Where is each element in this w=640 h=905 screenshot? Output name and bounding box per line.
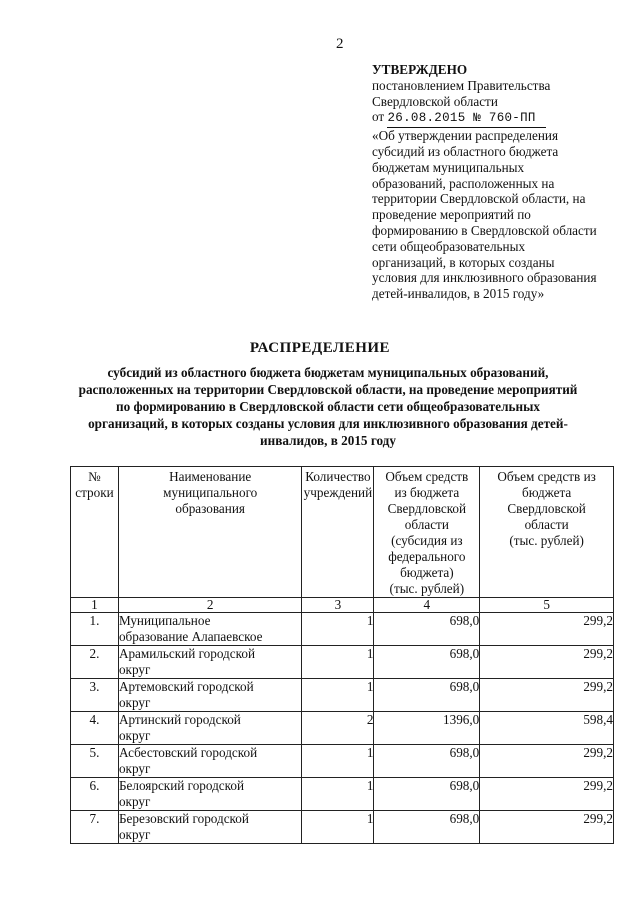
- federal-amount-cell: 698,0: [374, 679, 480, 712]
- federal-amount-cell: 698,0: [374, 613, 480, 646]
- approval-quote-line: субсидий из областного бюджета: [372, 143, 559, 159]
- table-row: [71, 745, 614, 778]
- institutions-count-cell: 1: [302, 745, 374, 778]
- row-number-cell: 7.: [71, 811, 119, 844]
- row-number-cell: 1.: [71, 613, 119, 646]
- municipality-cell: Асбестовский городской округ: [118, 745, 302, 778]
- table-row: [71, 712, 614, 745]
- approval-quote-line: проведение мероприятий по: [372, 207, 531, 223]
- header-federal-amount: [374, 467, 480, 598]
- subtitle-line: инвалидов, в 2015 году: [260, 433, 396, 448]
- municipality-cell: Арамильский городской округ: [118, 646, 302, 679]
- header-text: (тыс. рублей): [389, 581, 465, 596]
- header-text: Свердловской: [387, 501, 467, 516]
- table-row: [71, 613, 614, 646]
- header-text: области: [524, 517, 569, 532]
- subtitle-line: организаций, в которых созданы условия для инклюзивного образования детей-: [88, 416, 568, 431]
- column-number: 3: [302, 598, 374, 613]
- federal-amount-cell: 698,0: [374, 811, 480, 844]
- regional-amount-cell: 299,2: [480, 745, 614, 778]
- table-header-row: [71, 467, 614, 598]
- header-text: (субсидия из: [391, 533, 463, 548]
- regional-amount-cell: 598,4: [480, 712, 614, 745]
- approval-quote-line: формированию в Свердловской области: [372, 222, 597, 238]
- approval-block: [372, 62, 634, 302]
- federal-amount-cell: 1396,0: [374, 712, 480, 745]
- row-number-cell: 4.: [71, 712, 119, 745]
- column-number: 2: [118, 598, 302, 613]
- table-row: [71, 778, 614, 811]
- municipality-cell: Артинский городской округ: [118, 712, 302, 745]
- table-row: [71, 811, 614, 844]
- federal-amount-cell: 698,0: [374, 778, 480, 811]
- institutions-count-cell: 1: [302, 778, 374, 811]
- approval-line: постановлением Правительства: [372, 77, 551, 93]
- federal-amount-cell: 698,0: [374, 745, 480, 778]
- table-row: [71, 646, 614, 679]
- header-text: бюджета): [400, 565, 454, 580]
- header-text: Наименование: [169, 469, 252, 484]
- header-text: из бюджета: [394, 485, 460, 500]
- approval-quote-line: условия для инклюзивного образования: [372, 270, 597, 286]
- column-number-row: [71, 598, 614, 613]
- header-text: образования: [175, 501, 245, 516]
- approval-date-line: [372, 109, 634, 128]
- header-text: муниципального: [163, 485, 258, 500]
- header-text: Объем средств: [385, 469, 469, 484]
- federal-amount-cell: 698,0: [374, 646, 480, 679]
- page-number: 2: [336, 36, 344, 52]
- distribution-table: [70, 466, 614, 844]
- institutions-count-cell: 1: [302, 613, 374, 646]
- regional-amount-cell: 299,2: [480, 778, 614, 811]
- municipality-cell: Муниципальное образование Алапаевское: [118, 613, 302, 646]
- header-text: Количество: [305, 469, 371, 484]
- document-title: РАСПРЕДЕЛЕНИЕ: [249, 340, 391, 356]
- approval-quote-line: образований, расположенных на: [372, 175, 555, 191]
- approval-heading: УТВЕРЖДЕНО: [372, 62, 468, 77]
- institutions-count-cell: 1: [302, 811, 374, 844]
- subtitle-line: расположенных на территории Свердловской области, на проведение мероприятий: [78, 382, 578, 397]
- header-text: Свердловской: [507, 501, 586, 516]
- row-number-cell: 3.: [71, 679, 119, 712]
- regional-amount-cell: 299,2: [480, 613, 614, 646]
- regional-amount-cell: 299,2: [480, 646, 614, 679]
- document-subtitle: [78, 364, 578, 449]
- header-regional-amount: [480, 467, 614, 598]
- header-municipality: [118, 467, 302, 598]
- subtitle-line: по формированию в Свердловской области сети общеобразовательных: [116, 399, 540, 414]
- approval-quote-line: бюджетам муниципальных: [372, 159, 525, 175]
- header-text: области: [404, 517, 449, 532]
- row-number-cell: 5.: [71, 745, 119, 778]
- header-text: федерального: [388, 549, 466, 564]
- header-text: бюджета: [522, 485, 572, 500]
- header-institutions-count: [302, 467, 374, 598]
- header-text: строки: [75, 485, 114, 500]
- header-row-number: [71, 467, 119, 598]
- institutions-count-cell: 1: [302, 679, 374, 712]
- institutions-count-cell: 2: [302, 712, 374, 745]
- approval-quote-line: организаций, в которых созданы: [372, 254, 555, 270]
- approval-quote-line: «Об утверждении распределения: [372, 128, 559, 144]
- header-text: учреждений: [303, 485, 373, 500]
- header-text: Объем средств из: [497, 469, 596, 484]
- row-number-cell: 2.: [71, 646, 119, 679]
- approval-line: Свердловской области: [372, 93, 498, 109]
- table-row: [71, 679, 614, 712]
- municipality-cell: Белоярский городской округ: [118, 778, 302, 811]
- approval-quote-line: сети общеобразовательных: [372, 238, 526, 254]
- column-number: 1: [71, 598, 119, 613]
- date-prefix: от: [372, 109, 385, 125]
- header-text: (тыс. рублей): [509, 533, 584, 548]
- institutions-count-cell: 1: [302, 646, 374, 679]
- decree-date-number: 26.08.2015 № 760-ПП: [387, 111, 545, 128]
- regional-amount-cell: 299,2: [480, 811, 614, 844]
- regional-amount-cell: 299,2: [480, 679, 614, 712]
- column-number: 5: [480, 598, 614, 613]
- municipality-cell: Артемовский городской округ: [118, 679, 302, 712]
- subtitle-line: субсидий из областного бюджета бюджетам муниципальных образований,: [107, 365, 549, 380]
- row-number-cell: 6.: [71, 778, 119, 811]
- column-number: 4: [374, 598, 480, 613]
- approval-quote-line: детей-инвалидов, в 2015 году»: [372, 286, 545, 302]
- municipality-cell: Березовский городской округ: [118, 811, 302, 844]
- header-text: №: [88, 469, 101, 484]
- approval-quote-line: территории Свердловской области, на: [372, 191, 586, 207]
